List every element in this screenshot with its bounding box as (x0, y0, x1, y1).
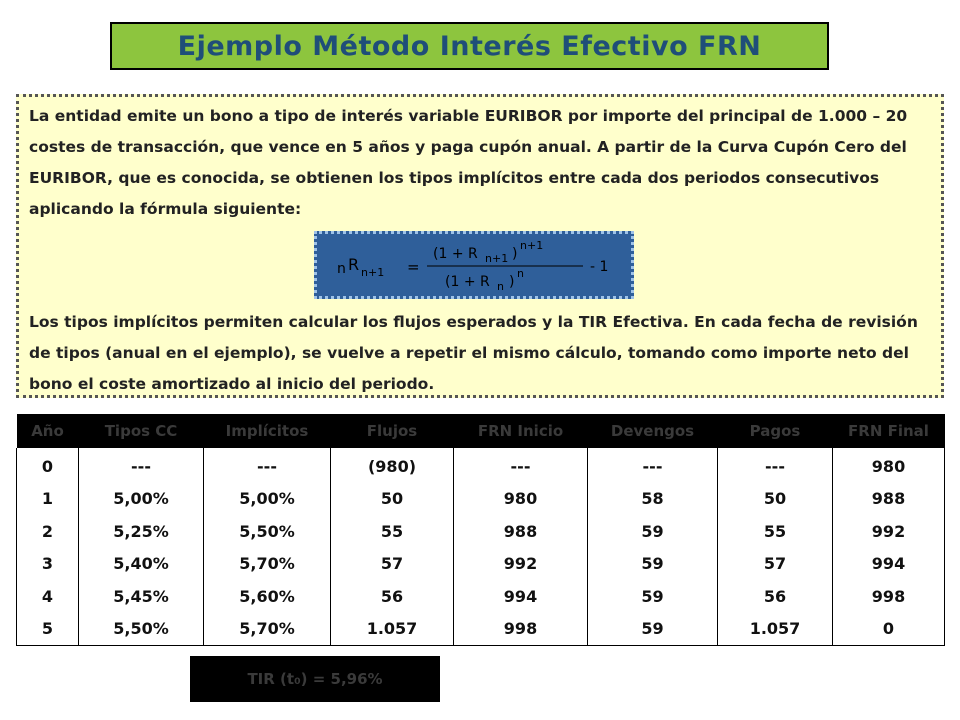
table-row (17, 515, 945, 548)
table-cell: 5,00% (204, 483, 331, 516)
header-tipos-cc: Tipos CC (79, 414, 204, 448)
header-ano: Año (17, 414, 79, 448)
table-cell: 5,60% (204, 580, 331, 613)
table-cell: --- (204, 448, 331, 483)
table-cell: 57 (718, 548, 833, 581)
tir-result-label: TIR (t₀) = 5,96% (247, 670, 383, 688)
table-cell: 992 (833, 515, 945, 548)
table-row (17, 483, 945, 516)
table-cell: 55 (331, 515, 454, 548)
table-cell: 50 (331, 483, 454, 516)
header-implicitos: Implícitos (204, 414, 331, 448)
formula-minus-one: - 1 (590, 259, 609, 275)
table-cell: 0 (17, 448, 79, 483)
header-pagos: Pagos (718, 414, 833, 448)
header-frn-final: FRN Final (833, 414, 945, 448)
formula-equals: = (407, 258, 420, 276)
table-header-row (17, 414, 945, 448)
table-cell: 59 (588, 515, 718, 548)
table-row (17, 580, 945, 613)
formula-numerator-exp: n+1 (520, 239, 544, 252)
description-box (16, 94, 944, 398)
table-cell: 56 (331, 580, 454, 613)
table-cell: 5,45% (79, 580, 204, 613)
page-title: Ejemplo Método Interés Efectivo FRN (177, 30, 762, 62)
formula-box (314, 231, 634, 299)
table-cell: 59 (588, 580, 718, 613)
table-row (17, 548, 945, 581)
formula-denominator-base: (1 + R (445, 274, 490, 290)
table-cell: 5,70% (204, 613, 331, 646)
tir-result-box (190, 656, 440, 702)
table-cell: 57 (331, 548, 454, 581)
table-cell: 1.057 (718, 613, 833, 646)
formula-lhs-n: n (337, 261, 346, 277)
table-cell: 5,00% (79, 483, 204, 516)
table-cell: --- (79, 448, 204, 483)
title-banner (110, 22, 829, 70)
frn-amortization-table (16, 414, 945, 646)
table-cell: 59 (588, 548, 718, 581)
table-cell: --- (588, 448, 718, 483)
table-cell: 5 (17, 613, 79, 646)
formula-denominator-close: ) (509, 274, 515, 290)
table-cell: 998 (833, 580, 945, 613)
table-cell: 998 (454, 613, 588, 646)
table-cell: 2 (17, 515, 79, 548)
table-cell: 5,50% (204, 515, 331, 548)
table-cell: 56 (718, 580, 833, 613)
table-cell: 5,50% (79, 613, 204, 646)
formula-numerator-sub: n+1 (485, 252, 509, 265)
table-cell: 50 (718, 483, 833, 516)
table-cell: 5,40% (79, 548, 204, 581)
header-devengos: Devengos (588, 414, 718, 448)
table-cell: 0 (833, 613, 945, 646)
header-frn-inicio: FRN Inicio (454, 414, 588, 448)
table-cell: 4 (17, 580, 79, 613)
table-cell: 59 (588, 613, 718, 646)
table-cell: 5,25% (79, 515, 204, 548)
table-cell: 988 (454, 515, 588, 548)
formula-denominator-sub: n (497, 280, 504, 293)
table-cell: 58 (588, 483, 718, 516)
table-cell: 3 (17, 548, 79, 581)
implied-rate-formula (317, 234, 631, 296)
table-cell: 55 (718, 515, 833, 548)
table-row (17, 448, 945, 483)
table-row (17, 613, 945, 646)
formula-numerator-base: (1 + R (433, 246, 478, 262)
table-cell: --- (454, 448, 588, 483)
table-cell: 992 (454, 548, 588, 581)
table-cell: --- (718, 448, 833, 483)
header-flujos: Flujos (331, 414, 454, 448)
table-cell: 994 (833, 548, 945, 581)
table-cell: 5,70% (204, 548, 331, 581)
table-cell: 988 (833, 483, 945, 516)
formula-numerator-close: ) (512, 246, 518, 262)
description-paragraph-1: La entidad emite un bono a tipo de interés variable EURIBOR por importe del principal de 1.000 – 20 costes de transacción, que vence en 5 años y paga cupón anual. A partir de la Curva Cupón Cero del EURIBOR, que es conocida, se obtienen los tipos implícitos entre cada dos periodos consecutivos aplicando la fórmula siguiente: (29, 107, 908, 218)
formula-lhs-r: R (348, 255, 360, 274)
table-cell: 980 (454, 483, 588, 516)
description-paragraph-2: Los tipos implícitos permiten calcular los flujos esperados y la TIR Efectiva. En cada fecha de revisión de tipos (anual en el ejemplo), se vuelve a repetir el mismo cálculo, tomando como importe neto del bono el coste amortizado al inicio del periodo. (29, 313, 918, 393)
table-cell: 1 (17, 483, 79, 516)
formula-lhs-sub: n+1 (361, 266, 385, 279)
table-cell: 994 (454, 580, 588, 613)
table-cell: 1.057 (331, 613, 454, 646)
table-cell: 980 (833, 448, 945, 483)
table-cell: (980) (331, 448, 454, 483)
formula-denominator-exp: n (517, 267, 524, 280)
